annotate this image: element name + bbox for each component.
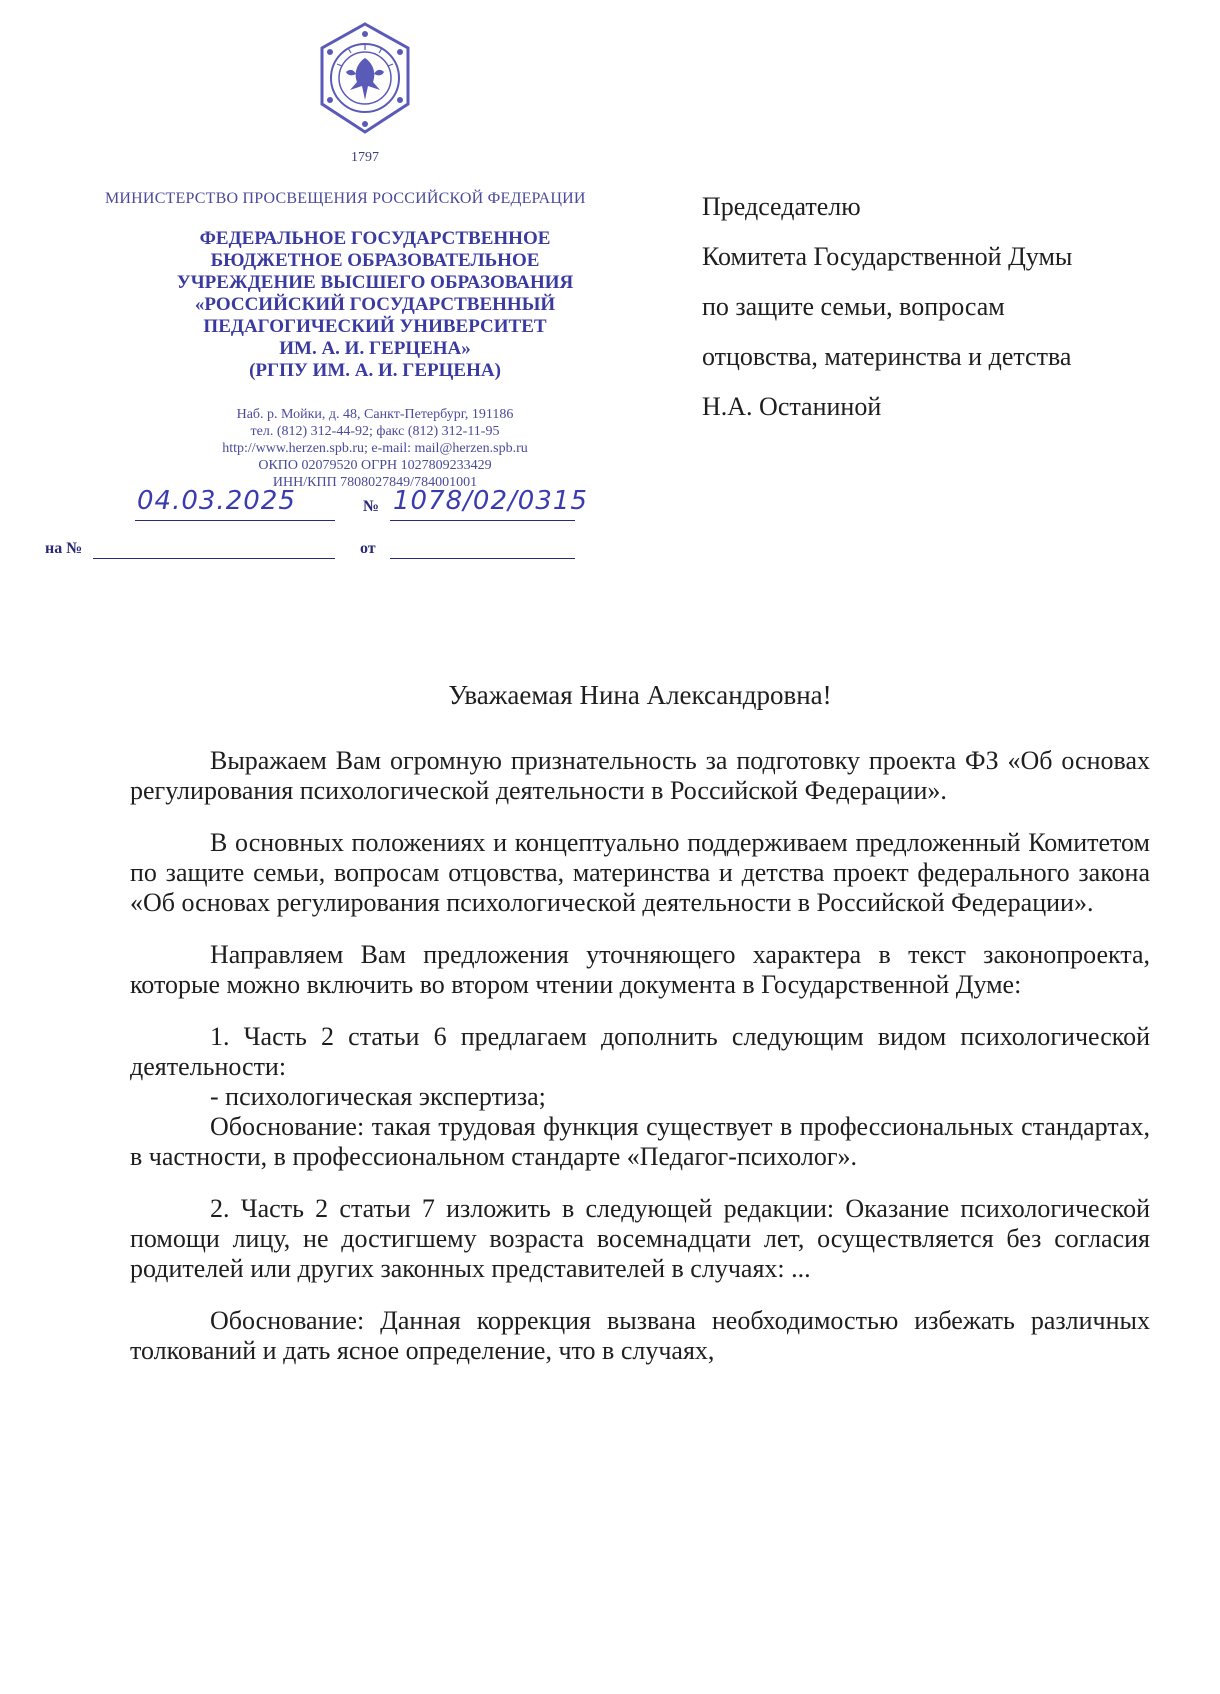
university-emblem-icon: [310, 20, 420, 138]
reply-to-label: на №: [45, 540, 83, 557]
org-line: ФЕДЕРАЛЬНОЕ ГОСУДАРСТВЕННОЕ: [199, 228, 551, 249]
address-line: тел. (812) 312-44-92; факс (812) 312-11-95: [250, 424, 500, 439]
ministry-name: МИНИСТЕРСТВО ПРОСВЕЩЕНИЯ РОССИЙСКОЙ ФЕДЕРАЦИИ: [105, 190, 586, 207]
address-line: Наб. р. Мойки, д. 48, Санкт-Петербург, 191186: [236, 407, 514, 422]
proposal-1-reason: Обоснование: такая трудовая функция существует в профессиональных стандартах, в частности, в профессиональном стандарте «Педагог-психолог».: [130, 1112, 1150, 1171]
organization-address: [135, 406, 615, 491]
paragraph: В основных положениях и концептуально поддерживаем предложенный Комитетом по защите семьи, вопросам отцовства, материнства и детства проект федерального закона «Об основах регулирования психологической деятельности в Российской Федерации».: [130, 828, 1150, 917]
org-line: УЧРЕЖДЕНИЕ ВЫСШЕГО ОБРАЗОВАНИЯ: [176, 272, 574, 293]
founding-year: 1797: [351, 150, 379, 165]
addressee-line: по защите семьи, вопросам: [702, 292, 1005, 321]
address-line: ОКПО 02079520 ОГРН 1027809233429: [258, 458, 492, 473]
addressee-block: [702, 182, 1172, 432]
number-label: №: [363, 498, 380, 515]
addressee-line: Н.А. Останиной: [702, 392, 882, 421]
address-line: http://www.herzen.spb.ru; e-mail: mail@herzen.spb.ru: [222, 441, 528, 456]
number-underline: [390, 520, 575, 521]
registration-block: [45, 486, 588, 568]
addressee-line: отцовства, материнства и детства: [702, 342, 1072, 371]
reply-to-underline: [93, 558, 335, 559]
paragraph: Направляем Вам предложения уточняющего характера в текст законопроекта, которые можно включить во втором чтении документа в Государственной Думе:: [130, 940, 1150, 999]
addressee-line: Комитета Государственной Думы: [702, 242, 1073, 271]
greeting: Уважаемая Нина Александровна!: [448, 680, 832, 710]
proposal-2-reason: Обоснование: Данная коррекция вызвана необходимостью избежать различных толкований и дать ясное определение, что в случаях,: [130, 1306, 1150, 1365]
letter-body: [130, 680, 1150, 1388]
proposal-1: 1. Часть 2 статьи 6 предлагаем дополнить следующим видом психологической деятельности:: [130, 1022, 1150, 1081]
from-label: от: [360, 540, 376, 557]
org-line: «РОССИЙСКИЙ ГОСУДАРСТВЕННЫЙ: [194, 294, 556, 315]
org-line: ПЕДАГОГИЧЕСКИЙ УНИВЕРСИТЕТ: [203, 316, 547, 337]
org-line: БЮДЖЕТНОЕ ОБРАЗОВАТЕЛЬНОЕ: [210, 250, 540, 271]
date-underline: [135, 520, 335, 521]
org-line: ИМ. А. И. ГЕРЦЕНА»: [279, 338, 471, 359]
address-line: ИНН/КПП 7808027849/784001001: [272, 475, 478, 490]
organization-name: [135, 228, 615, 382]
proposal-1-item: - психологическая экспертиза;: [210, 1082, 546, 1111]
from-underline: [390, 558, 575, 559]
paragraph: Выражаем Вам огромную признательность за подготовку проекта ФЗ «Об основах регулирования психологической деятельности в Российской Федерации».: [130, 746, 1150, 805]
outgoing-number: 1078/02/0315: [393, 486, 588, 516]
org-line: (РГПУ ИМ. А. И. ГЕРЦЕНА): [249, 360, 501, 381]
outgoing-date: 04.03.2025: [137, 486, 296, 516]
proposal-2: 2. Часть 2 статьи 7 изложить в следующей редакции: Оказание психологической помощи лицу, не достигшему возраста восемнадцати лет, осуществляется без согласия родителей или других законных представителей в случаях: ...: [130, 1194, 1150, 1283]
addressee-line: Председателю: [702, 192, 861, 221]
